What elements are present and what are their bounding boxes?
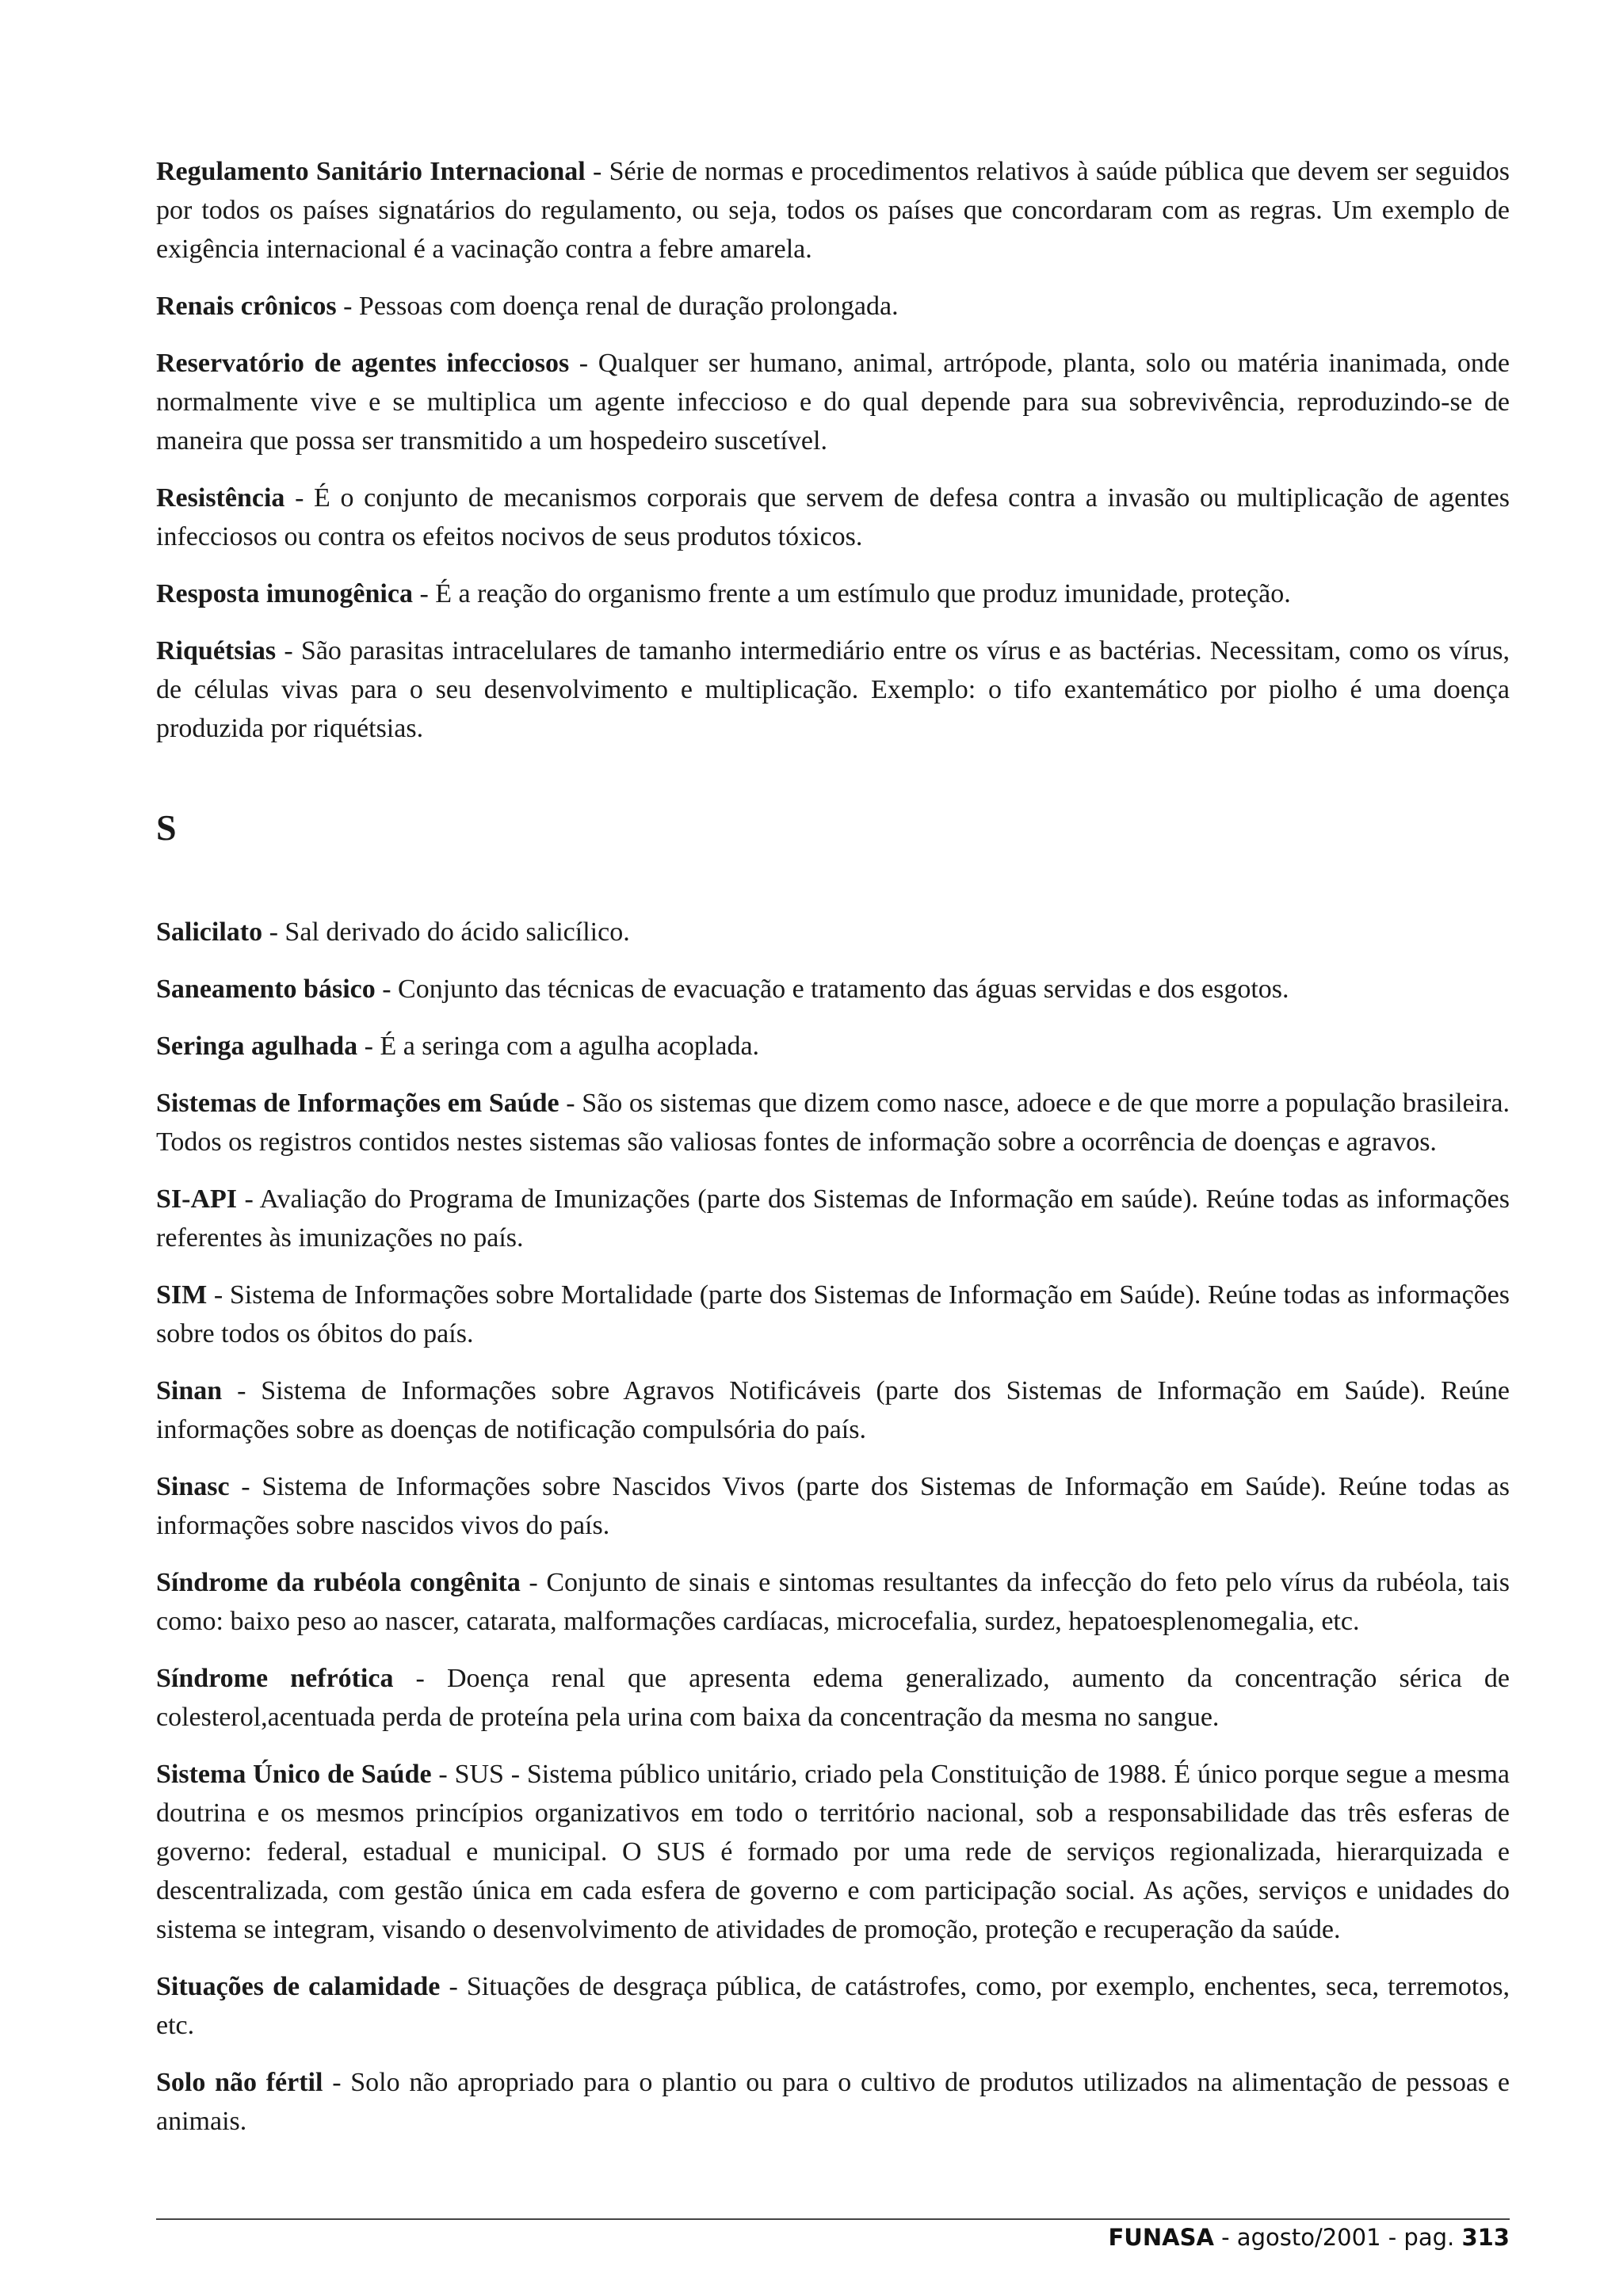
entry-term: Regulamento Sanitário Internacional	[156, 157, 586, 186]
glossary-entry	[156, 479, 1510, 556]
entry-definition: - Solo não apropriado para o plantio ou para o cultivo de produtos utilizados na alimentação de pessoas e animais.	[156, 2068, 1510, 2136]
page-footer	[1109, 2223, 1510, 2252]
glossary-entry	[156, 1371, 1510, 1449]
glossary-entry	[156, 913, 1510, 952]
glossary-entry	[156, 1084, 1510, 1161]
section-letter-heading: S	[156, 807, 177, 848]
entry-term: SI-API	[156, 1184, 238, 1214]
glossary-entry	[156, 970, 1510, 1009]
footer-divider	[156, 2218, 1510, 2220]
entry-term: Situações de calamidade	[156, 1972, 441, 2001]
entry-definition: - São os sistemas que dizem como nasce, adoece e de que morre a população brasileira. Todos os registros contidos nestes sistemas são valiosas fontes de informação sobre a ocorrência de doenças e agravos.	[156, 1089, 1510, 1157]
entry-definition: - Conjunto das técnicas de evacuação e tratamento das águas servidas e dos esgotos.	[375, 974, 1289, 1004]
entry-term: Solo não fértil	[156, 2068, 323, 2097]
footer-page-number: 313	[1461, 2224, 1510, 2251]
entry-term: Salicilato	[156, 917, 263, 947]
entry-term: Sistemas de Informações em Saúde	[156, 1089, 559, 1118]
glossary-page	[156, 152, 1510, 2159]
footer-brand: FUNASA	[1108, 2224, 1214, 2251]
footer-date: - agosto/2001 - pag.	[1213, 2224, 1462, 2251]
entry-term: Síndrome nefrótica	[156, 1664, 394, 1693]
entry-definition: - Doença renal que apresenta edema generalizado, aumento da concentração sérica de colesterol,acentuada perda de proteína pela urina com baixa da concentração da mesma no sangue.	[156, 1664, 1510, 1732]
entry-definition: - Situações de desgraça pública, de catástrofes, como, por exemplo, enchentes, seca, terremotos, etc.	[156, 1972, 1510, 2040]
entry-definition: - Sistema de Informações sobre Agravos Notificáveis (parte dos Sistemas de Informação em Saúde). Reúne informações sobre as doenças de notificação compulsória do país.	[156, 1376, 1510, 1444]
entry-definition: - Qualquer ser humano, animal, artrópode, planta, solo ou matéria inanimada, onde normalmente vive e se multiplica um agente infeccioso e do qual depende para sua sobrevivência, reproduzindo-se de maneira que possa ser transmitido a um hospedeiro suscetível.	[156, 349, 1510, 456]
entry-term: Saneamento básico	[156, 974, 376, 1004]
entry-term: Riquétsias	[156, 636, 277, 666]
entry-term: Sinasc	[156, 1472, 230, 1501]
glossary-entry	[156, 1276, 1510, 1353]
entry-definition: - Sal derivado do ácido salicílico.	[262, 917, 630, 947]
entry-definition: - Sistema de Informações sobre Mortalidade (parte dos Sistemas de Informação em Saúde). Reúne todas as informações sobre todos os óbitos do país.	[156, 1280, 1510, 1348]
entry-definition: - É a reação do organismo frente a um estímulo que produz imunidade, proteção.	[412, 579, 1291, 608]
entry-definition: - Avaliação do Programa de Imunizações (parte dos Sistemas de Informação em saúde). Reúne todas as informações referentes às imunizações no país.	[156, 1184, 1510, 1253]
entry-term: Resistência	[156, 483, 285, 513]
entry-definition: - É a seringa com a agulha acoplada.	[357, 1032, 760, 1061]
glossary-entry	[156, 1180, 1510, 1257]
entry-definition: - Sistema de Informações sobre Nascidos Vivos (parte dos Sistemas de Informação em Saúde). Reúne todas as informações sobre nascidos vivos do país.	[156, 1472, 1510, 1540]
glossary-entry	[156, 1659, 1510, 1737]
glossary-entry	[156, 631, 1510, 748]
glossary-entry	[156, 344, 1510, 460]
entries-s	[156, 913, 1510, 2141]
entry-definition: - Conjunto de sinais e sintomas resultantes da infecção do feto pelo vírus da rubéola, tais como: baixo peso ao nascer, catarata, malformações cardíacas, microcefalia, surdez, hepatoesplenomegalia, etc.	[156, 1568, 1510, 1636]
entry-term: SIM	[156, 1280, 208, 1310]
glossary-entry	[156, 1467, 1510, 1545]
glossary-entry	[156, 574, 1510, 613]
entry-term: Resposta imunogênica	[156, 579, 413, 608]
entry-definition: - É o conjunto de mecanismos corporais que servem de defesa contra a invasão ou multiplicação de agentes infecciosos ou contra os efeitos nocivos de seus produtos tóxicos.	[156, 483, 1510, 551]
entry-term: Renais crônicos	[156, 292, 337, 321]
glossary-entry	[156, 1027, 1510, 1066]
entry-term: Síndrome da rubéola congênita	[156, 1568, 521, 1597]
glossary-entry	[156, 2063, 1510, 2141]
entries-r	[156, 152, 1510, 748]
entry-term: Seringa agulhada	[156, 1032, 358, 1061]
glossary-entry	[156, 1563, 1510, 1641]
entry-term: Sinan	[156, 1376, 223, 1405]
entry-definition: - Pessoas com doença renal de duração prolongada.	[336, 292, 899, 321]
entry-definition: - Série de normas e procedimentos relativos à saúde pública que devem ser seguidos por todos os países signatários do regulamento, ou seja, todos os países que concordaram com as regras. Um exemplo de exigência internacional é a vacinação contra a febre amarela.	[156, 157, 1510, 264]
glossary-entry	[156, 287, 1510, 326]
entry-definition: - São parasitas intracelulares de tamanho intermediário entre os vírus e as bactérias. Necessitam, como os vírus, de células vivas para o seu desenvolvimento e multiplicação. Exemplo: o tifo exantemático por piolho é uma doença produzida por riquétsias.	[156, 636, 1510, 743]
glossary-entry	[156, 152, 1510, 269]
entry-definition: - SUS - Sistema público unitário, criado pela Constituição de 1988. É único porque segue a mesma doutrina e os mesmos princípios organizativos em todo o território nacional, sob a responsabilidade das três esferas de governo: federal, estadual e municipal. O SUS é formado por uma rede de serviços regionalizada, hierarquizada e descentralizada, com gestão única em cada esfera de governo e com participação social. As ações, serviços e unidades do sistema se integram, visando o desenvolvimento de atividades de promoção, proteção e recuperação da saúde.	[156, 1760, 1510, 1944]
glossary-entry	[156, 1967, 1510, 2045]
entry-term: Sistema Único de Saúde	[156, 1760, 432, 1789]
glossary-entry	[156, 1755, 1510, 1949]
entry-term: Reservatório de agentes infecciosos	[156, 349, 570, 378]
